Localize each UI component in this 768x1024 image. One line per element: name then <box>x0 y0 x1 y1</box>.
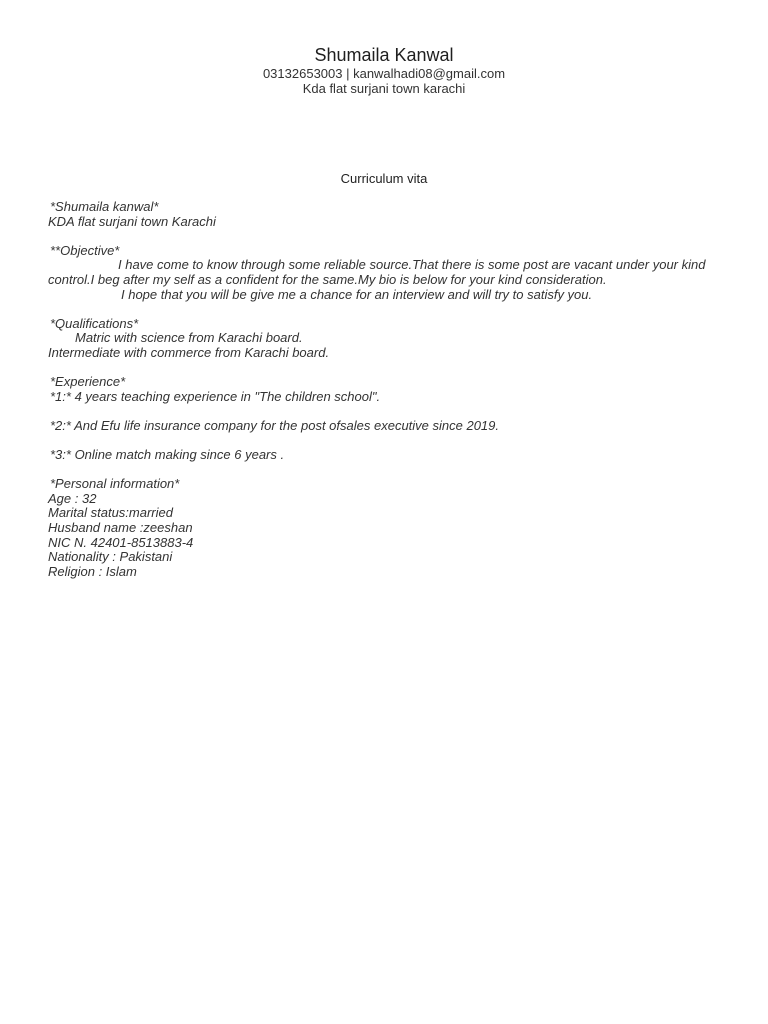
personal-item: Age : 32 <box>48 490 97 506</box>
personal-item: Husband name :zeeshan <box>48 520 193 536</box>
resume-header <box>0 44 768 96</box>
experience-item: *3:* Online match making since 6 years . <box>50 447 285 463</box>
qualification-item: Intermediate with commerce from Karachi board. <box>48 344 330 360</box>
candidate-name: Shumaila Kanwal <box>314 45 454 65</box>
experience-heading: *Experience* <box>50 374 126 390</box>
objective-paragraph-2: I hope that you will be give me a chance for an interview and will try to satisfy you. <box>121 286 593 302</box>
experience-item: *1:* 4 years teaching experience in "The children school". <box>50 388 381 404</box>
contact-line: 03132653003 | kanwalhadi08@gmail.com <box>262 66 506 81</box>
personal-item: Nationality : Pakistani <box>48 549 173 565</box>
experience-item: *2:* And Efu life insurance company for the post ofsales executive since 2019. <box>50 417 500 433</box>
qualification-item: Matric with science from Karachi board. <box>75 330 303 346</box>
qualifications-heading: *Qualifications* <box>50 315 139 331</box>
document-title: Curriculum vita <box>340 171 428 186</box>
address-line: Kda flat surjani town karachi <box>302 81 466 96</box>
objective-paragraph-1: I have come to know through some reliable source.That there is some post are vacant under your kind control.I beg after my self as a confident for the same.My bio is below for your kind consideration. <box>48 257 706 287</box>
personal-heading: *Personal information* <box>50 476 180 492</box>
personal-item: NIC N. 42401-8513883-4 <box>48 534 194 550</box>
objective-heading: **Objective* <box>50 242 120 258</box>
intro-name: *Shumaila kanwal* <box>50 199 159 214</box>
resume-body <box>48 200 708 579</box>
personal-item: Marital status:married <box>48 505 173 521</box>
personal-item: Religion : Islam <box>48 563 137 579</box>
intro-address: KDA flat surjani town Karachi <box>48 213 216 229</box>
